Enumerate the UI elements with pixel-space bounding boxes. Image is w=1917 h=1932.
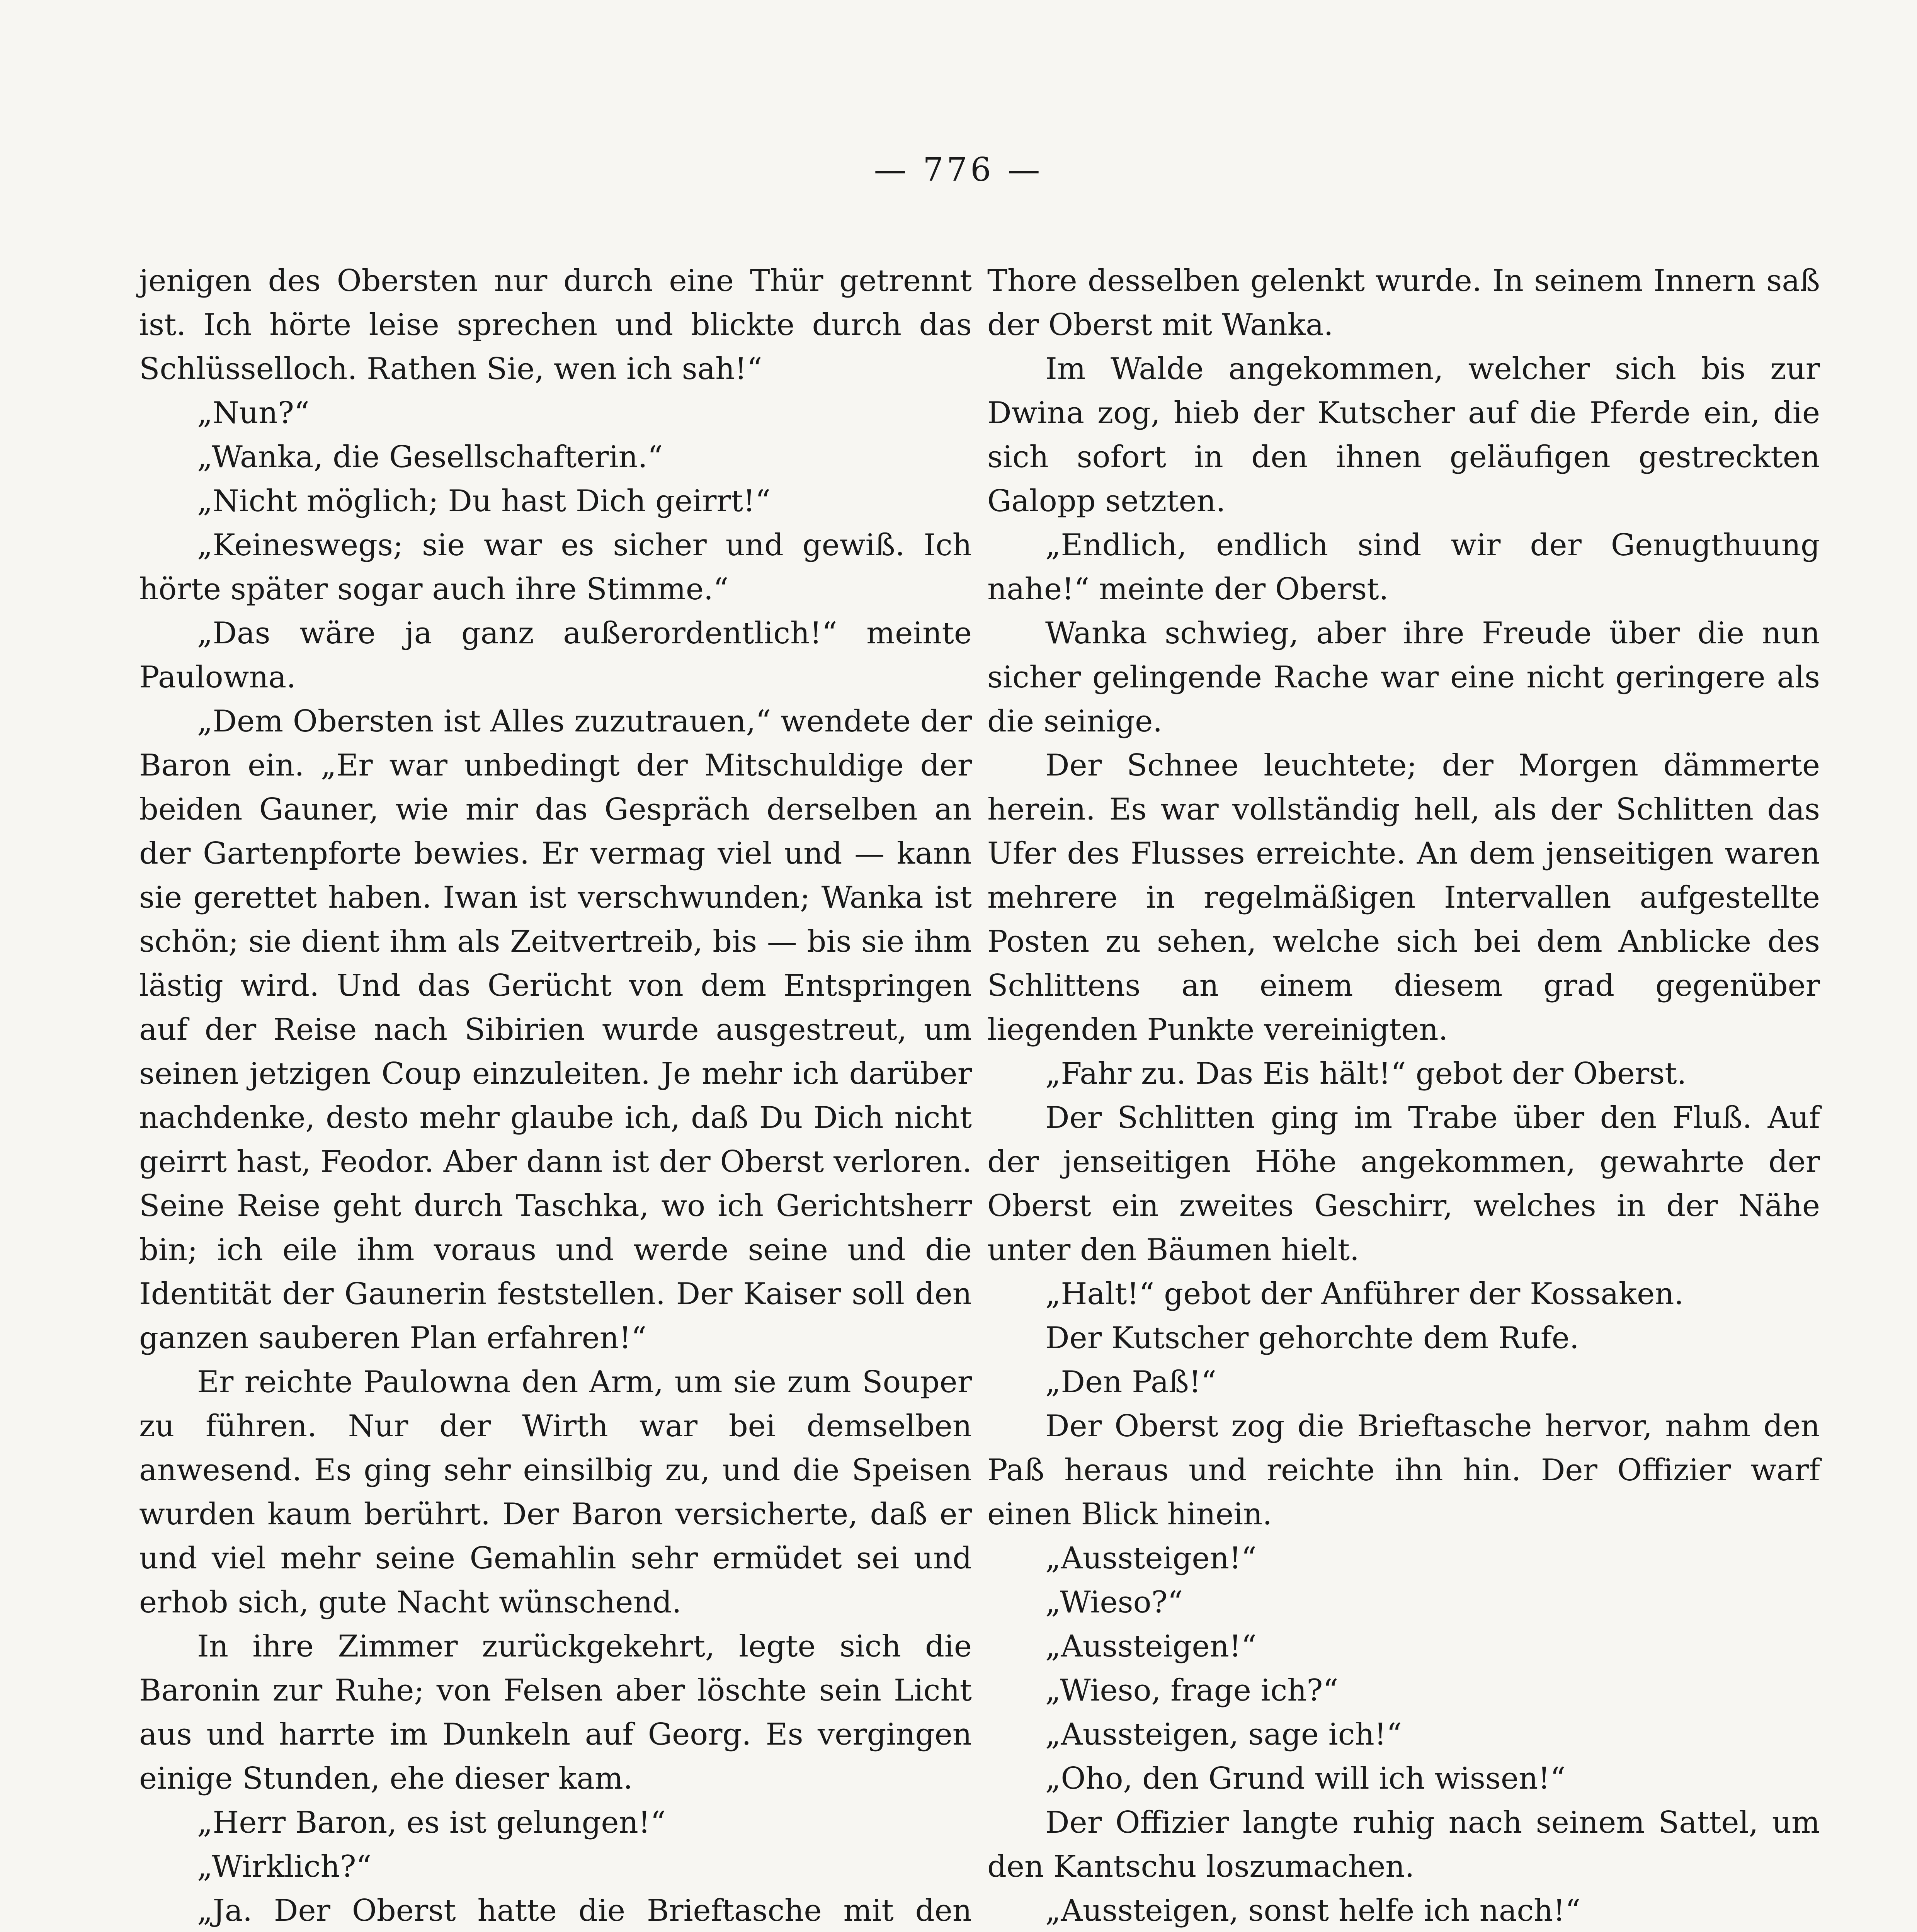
paragraph: Der Schlitten ging im Trabe über den Fluß. Auf der jenseitigen Höhe angekommen, gewahrte der Oberst ein zweites Geschirr, welches in der Nähe unter den Bäumen hielt. xyxy=(987,1100,1820,1267)
paragraph: In ihre Zimmer zurückgekehrt, legte sich die Baronin zur Ruhe; von Felsen aber löschte sein Licht aus und harrte im Dunkeln auf Georg. Es vergingen einige Stunden, ehe dieser kam. xyxy=(139,1629,972,1796)
paragraph: „Herr Baron, es ist gelungen!“ xyxy=(197,1805,666,1840)
paragraph: „Das wäre ja ganz außerordentlich!“ meinte Paulowna. xyxy=(139,616,972,695)
paragraph: „Dem Obersten ist Alles zuzutrauen,“ wendete der Baron ein. „Er war unbedingt der Mitschuldige der beiden Gauner, wie mir das Gespräch derselben an der Gartenpforte bewies. Er vermag viel und — kann sie gerettet haben. Iwan ist verschwunden; Wanka ist schön; sie dient ihm als Zeitvertreib, bis — bis sie ihm lästig wird. Und das Gerücht von dem Entspringen auf der Reise nach Sibirien wurde ausgestreut, um seinen jetzigen Coup einzuleiten. Je mehr ich darüber nachdenke, desto mehr glaube ich, daß Du Dich nicht geirrt hast, Feodor. Aber dann ist der Oberst verloren. Seine Reise geht durch Taschka, wo ich Gerichtsherr bin; ich eile ihm voraus und werde seine und die Identität der Gaunerin feststellen. Der Kaiser soll den ganzen sauberen Plan erfahren!“ xyxy=(139,704,972,1355)
page-number: — 776 — xyxy=(874,151,1043,189)
paragraph: Der Kutscher gehorchte dem Rufe. xyxy=(1045,1321,1579,1355)
left-column xyxy=(139,259,972,1932)
paragraph: „Wirklich?“ xyxy=(197,1849,372,1884)
paragraph: „Ja. Der Oberst hatte die Brieftasche mit den xyxy=(197,1893,972,1928)
paragraph: Der Offizier langte ruhig nach seinem Sattel, um den Kantschu loszumachen. xyxy=(987,1805,1820,1884)
paragraph: „Wanka, die Gesellschafterin.“ xyxy=(197,440,663,474)
paragraph: „Endlich, endlich sind wir der Genugthuung nahe!“ meinte der Oberst. xyxy=(987,528,1820,607)
paragraph: „Fahr zu. Das Eis hält!“ gebot der Oberst. xyxy=(1045,1056,1687,1091)
paragraph: „Aussteigen, sonst helfe ich nach!“ xyxy=(1045,1893,1581,1928)
paragraph: Der Oberst zog die Brieftasche hervor, nahm den Paß heraus und reichte ihn hin. Der Offizier warf einen Blick hinein. xyxy=(987,1409,1820,1532)
paragraph: „Aussteigen, sage ich!“ xyxy=(1045,1717,1402,1752)
paragraph: „Nicht möglich; Du hast Dich geirrt!“ xyxy=(197,484,771,519)
paragraph: Der Schnee leuchtete; der Morgen dämmerte herein. Es war vollständig hell, als der Schlitten das Ufer des Flusses erreichte. An dem jenseitigen waren mehrere in regelmäßigen Intervallen aufgestellte Posten zu sehen, welche sich bei dem Anblicke des Schlittens an einem diesem grad gegenüber liegenden Punkte vereinigten. xyxy=(987,748,1820,1047)
paragraph: „Den Paß!“ xyxy=(1045,1365,1216,1400)
paragraph: Er reichte Paulowna den Arm, um sie zum Souper zu führen. Nur der Wirth war bei demselben anwesend. Es ging sehr einsilbig zu, und die Speisen wurden kaum berührt. Der Baron versicherte, daß er und viel mehr seine Gemahlin sehr ermüdet sei und erhob sich, gute Nacht wünschend. xyxy=(139,1365,972,1620)
right-column xyxy=(987,259,1820,1932)
paragraph: „Nun?“ xyxy=(197,396,310,430)
paragraph: „Oho, den Grund will ich wissen!“ xyxy=(1045,1761,1566,1796)
paragraph: „Wieso, frage ich?“ xyxy=(1045,1673,1339,1708)
paragraph: jenigen des Obersten nur durch eine Thür getrennt ist. Ich hörte leise sprechen und blickte durch das Schlüsselloch. Rathen Sie, wen ich sah!“ xyxy=(139,264,972,386)
paragraph: „Keineswegs; sie war es sicher und gewiß. Ich hörte später sogar auch ihre Stimme.“ xyxy=(139,528,972,607)
paragraph: „Aussteigen!“ xyxy=(1045,1541,1257,1576)
paragraph: Wanka schwieg, aber ihre Freude über die nun sicher gelingende Rache war eine nicht geringere als die seinige. xyxy=(987,616,1820,739)
paragraph: „Wieso?“ xyxy=(1045,1585,1183,1620)
paragraph: Im Walde angekommen, welcher sich bis zur Dwina zog, hieb der Kutscher auf die Pferde ein, die sich sofort in den ihnen geläufigen gestreckten Galopp setzten. xyxy=(987,352,1820,519)
paragraph: Thore desselben gelenkt wurde. In seinem Innern saß der Oberst mit Wanka. xyxy=(987,264,1820,342)
paragraph: „Halt!“ gebot der Anführer der Kossaken. xyxy=(1045,1277,1684,1311)
paragraph: „Aussteigen!“ xyxy=(1045,1629,1257,1664)
